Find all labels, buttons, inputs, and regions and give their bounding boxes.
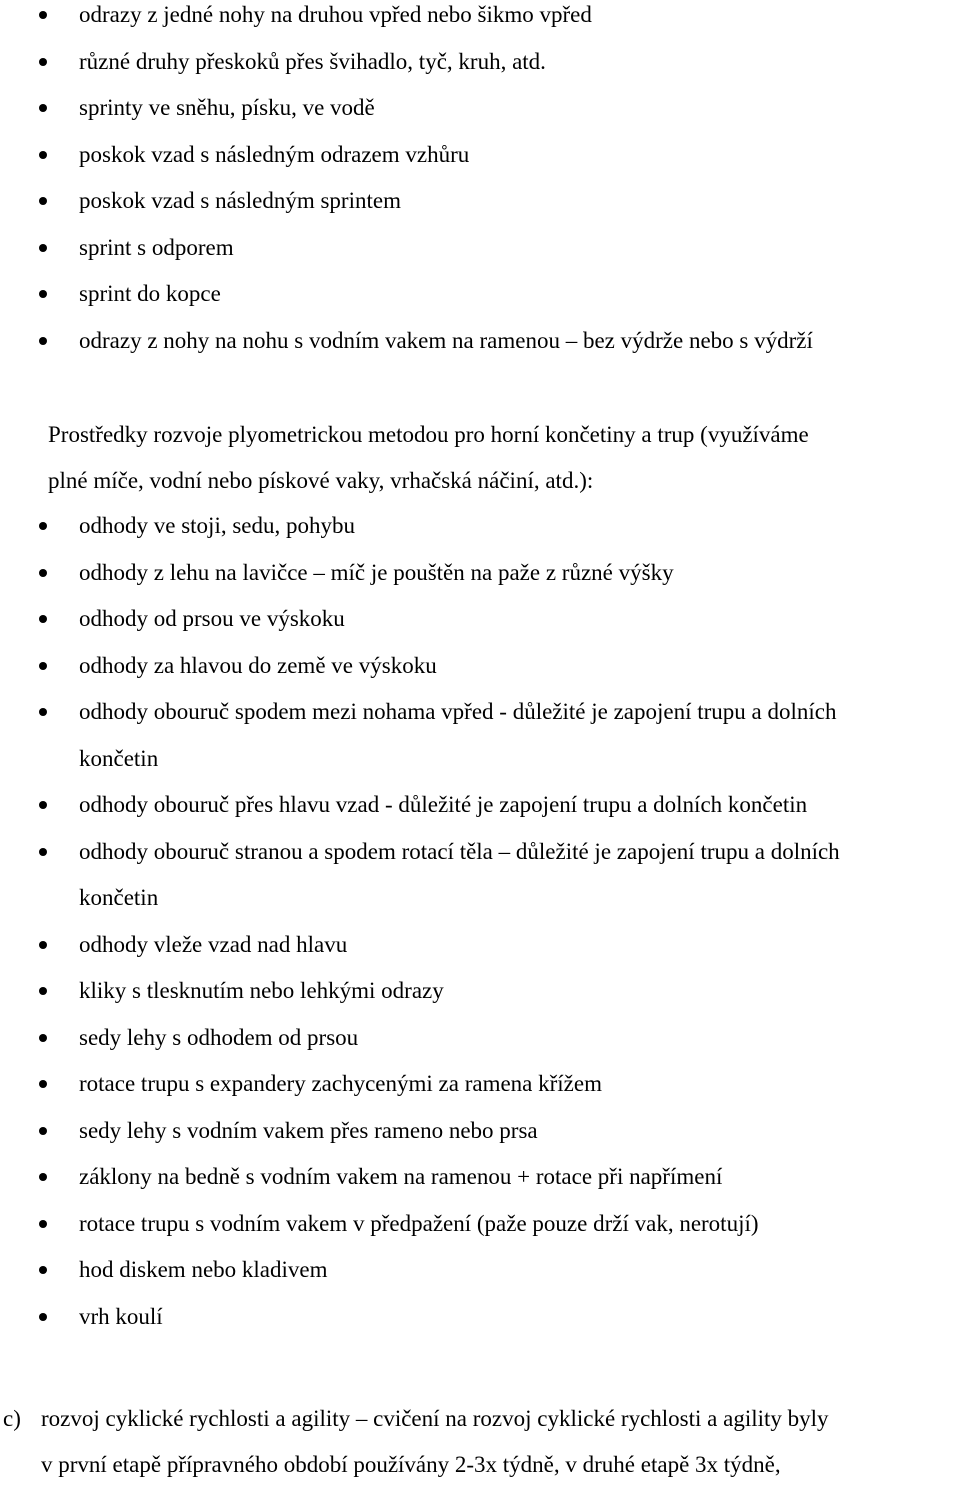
list-item: odrazy z nohy na nohu s vodním vakem na ramenou – bez výdrže nebo s výdrží: [0, 318, 960, 365]
section-line: v první etapě přípravného období používány 2-3x týdně, v druhé etapě 3x týdně,: [41, 1452, 781, 1477]
list-item: vrh koulí: [0, 1294, 960, 1341]
list-item: [0, 689, 960, 782]
exercise-list-legs: [0, 0, 960, 364]
list-item: odhody ve stoji, sedu, pohybu: [0, 503, 960, 550]
list-item: [0, 829, 960, 922]
list-item: sprint s odporem: [0, 225, 960, 272]
exercise-list-upper-body: [0, 503, 960, 1340]
list-item: odhody za hlavou do země ve výskoku: [0, 643, 960, 690]
list-item-line: končetin: [79, 745, 159, 771]
list-item: odhody z lehu na lavičce – míč je pouštěn na paže z různé výšky: [0, 550, 960, 597]
section-marker: c): [3, 1406, 21, 1431]
list-item: sprint do kopce: [0, 271, 960, 318]
list-item: odhody obouruč přes hlavu vzad - důležité je zapojení trupu a dolních končetin: [0, 782, 960, 829]
list-item-line: odhody obouruč spodem mezi nohama vpřed - důležité je zapojení trupu a dolních: [79, 699, 837, 724]
list-item: odrazy z jedné nohy na druhou vpřed nebo šikmo vpřed: [0, 0, 960, 39]
paragraph-line: Prostředky rozvoje plyometrickou metodou pro horní končetiny a trup (využíváme: [48, 422, 809, 447]
list-item-line: končetin: [79, 885, 159, 910]
list-item: různé druhy přeskoků přes švihadlo, tyč, kruh, atd.: [0, 39, 960, 86]
list-item-line: odhody obouruč stranou a spodem rotací těla – důležité je zapojení trupu a dolních: [79, 838, 840, 864]
list-item: záklony na bedně s vodním vakem na ramenou + rotace při napřímení: [0, 1154, 960, 1201]
paragraph-line: plné míče, vodní nebo pískové vaky, vrhačská náčiní, atd.):: [48, 468, 594, 493]
intro-paragraph: [48, 412, 948, 504]
list-item: poskok vzad s následným odrazem vzhůru: [0, 132, 960, 179]
list-item: hod diskem nebo kladivem: [0, 1247, 960, 1294]
list-item: sedy lehy s vodním vakem přes rameno nebo prsa: [0, 1108, 960, 1155]
list-item: sprinty ve sněhu, písku, ve vodě: [0, 85, 960, 132]
list-item: sedy lehy s odhodem od prsou: [0, 1015, 960, 1062]
list-item: odhody vleže vzad nad hlavu: [0, 922, 960, 969]
list-item: rotace trupu s vodním vakem v předpažení (paže pouze drží vak, nerotují): [0, 1201, 960, 1248]
section-line: rozvoj cyklické rychlosti a agility – cvičení na rozvoj cyklické rychlosti a agility byly: [41, 1406, 829, 1431]
list-item: rotace trupu s expandery zachycenými za ramena křížem: [0, 1061, 960, 1108]
list-item: odhody od prsou ve výskoku: [0, 596, 960, 643]
section-c-text: [41, 1396, 956, 1488]
list-item: poskok vzad s následným sprintem: [0, 178, 960, 225]
list-item: kliky s tlesknutím nebo lehkými odrazy: [0, 968, 960, 1015]
